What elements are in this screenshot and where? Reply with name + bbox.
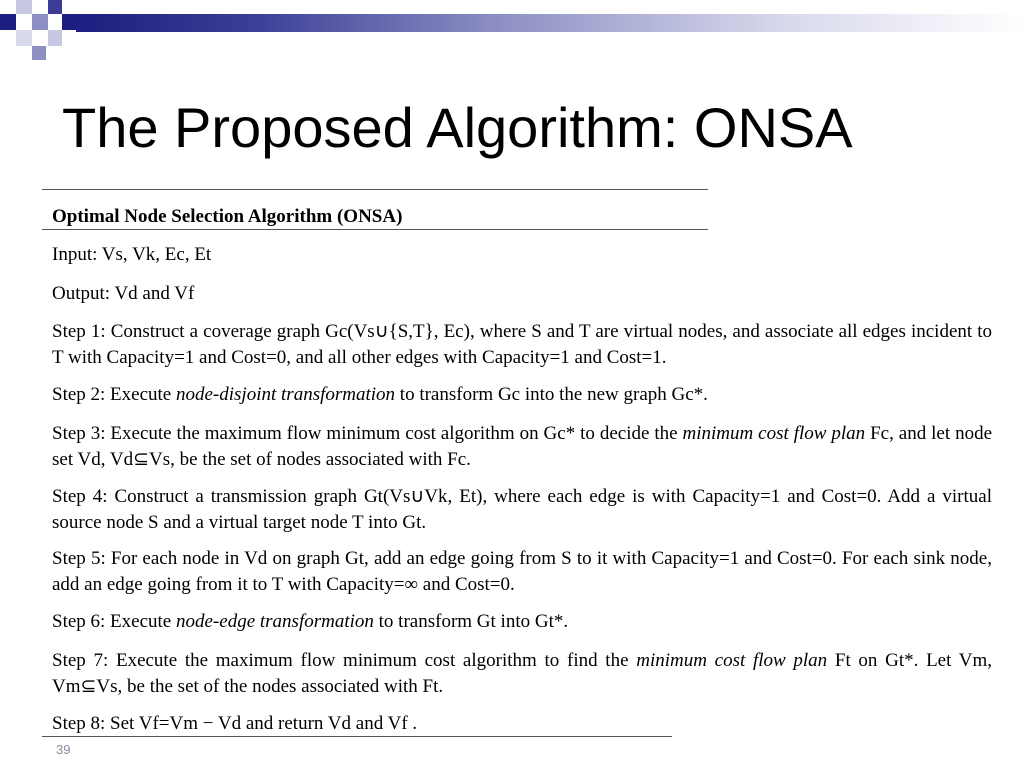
step-text: Step 6: Execute xyxy=(52,611,176,632)
step-text: Step 2: Execute xyxy=(52,384,176,405)
step-emphasis: minimum cost flow plan xyxy=(636,650,828,671)
step-text: to transform Gt into Gt*. xyxy=(373,611,569,632)
slide-title: The Proposed Algorithm: ONSA xyxy=(62,96,853,159)
table-heading-rule xyxy=(42,229,708,230)
header-square xyxy=(16,0,32,14)
algorithm-step-3 xyxy=(52,421,992,473)
header-gradient-band xyxy=(76,14,1024,32)
step-text: Fc, and let node set Vd, Vd⊆Vs, be the set of nodes associated with Fc. xyxy=(52,423,992,470)
header-square xyxy=(32,14,48,30)
table-top-rule xyxy=(42,189,708,190)
algorithm-step-2 xyxy=(52,382,992,408)
step-text: to transform Gc into the new graph Gc*. xyxy=(395,384,708,405)
step-emphasis: node-edge transformation xyxy=(176,611,374,632)
algorithm-step-8: Step 8: Set Vf=Vm − Vd and return Vd and Vf . xyxy=(52,713,418,734)
header-square xyxy=(48,0,62,14)
page-number: 39 xyxy=(56,742,71,757)
step-emphasis: node-disjoint transformation xyxy=(176,384,396,405)
algorithm-step-1: Step 1: Construct a coverage graph Gc(Vs∪{S,T}, Ec), where S and T are virtual nodes, and associate all edges incident to T with Capacity=1 and Cost=0, and all other edges with Capacity=1 and Cost=1. xyxy=(52,321,992,368)
header-square xyxy=(32,46,46,60)
table-bottom-rule xyxy=(42,736,672,737)
header-square xyxy=(0,14,16,30)
header-square xyxy=(16,30,32,46)
algorithm-heading: Optimal Node Selection Algorithm (ONSA) xyxy=(52,206,403,227)
header-square xyxy=(62,14,76,30)
step-emphasis: minimum cost flow plan xyxy=(682,423,866,444)
algorithm-step-6 xyxy=(52,609,992,635)
step-text: Step 3: Execute the maximum flow minimum cost algorithm on Gc* to decide the xyxy=(52,423,683,444)
algorithm-step-7 xyxy=(52,648,992,700)
header-decoration xyxy=(0,0,1024,46)
header-square xyxy=(48,30,62,46)
step-text: Ft on Gt*. Let Vm, Vm⊆Vs, be the set of the nodes associated with Ft. xyxy=(52,650,992,697)
step-text: Step 7: Execute the maximum flow minimum cost algorithm to find the xyxy=(52,650,637,671)
algorithm-input: Input: Vs, Vk, Ec, Et xyxy=(52,244,212,265)
algorithm-step-5: Step 5: For each node in Vd on graph Gt, add an edge going from S to it with Capacity=1 and Cost=0. For each sink node, add an edge going from it to T with Capacity=∞ and Cost=0. xyxy=(52,548,992,595)
algorithm-output: Output: Vd and Vf xyxy=(52,283,195,304)
algorithm-step-4: Step 4: Construct a transmission graph Gt(Vs∪Vk, Et), where each edge is with Capacity=1 and Cost=0. Add a virtual source node S and a virtual target node T into Gt. xyxy=(52,486,992,533)
